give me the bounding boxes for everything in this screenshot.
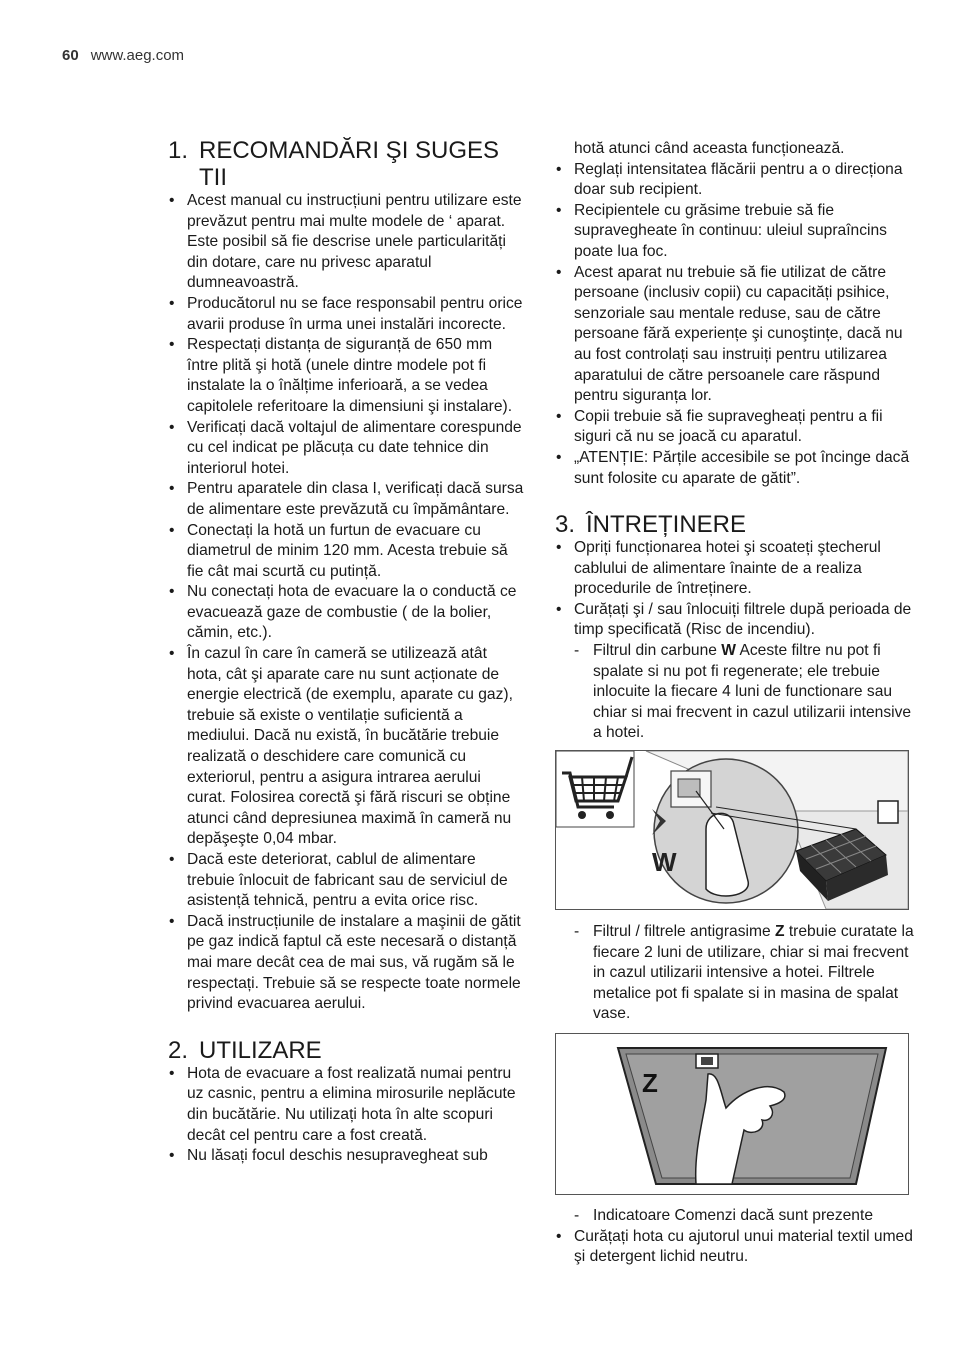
list-item: • Curățați hota cu ajutorul unui material textil umed şi detergent lichid neutru. — [555, 1227, 915, 1268]
sub-list-item: - Filtrul / filtrele antigrasime Z trebuie curatate la fiecare 2 luni de utilizare, chiar si mai frecvent in cazul utilizarii intensive a hotei. Filtrele metalice pot fi spalate si in masina de spalat vase. — [555, 922, 915, 1025]
figure-label-z: Z — [642, 1068, 658, 1098]
list-item: • Respectați distanța de siguranță de 650 mm între plită şi hotă (unele dintre modele pot fi instalate la o înălțime inferioară, a se vedea capitolele referitoare la dimensiuni şi instalare). — [168, 335, 524, 417]
right-column — [555, 139, 915, 1268]
section-2-list-continued — [555, 160, 915, 490]
list-item: • Conectați la hotă un furtun de evacuare cu diametrul de minim 120 mm. Acesta trebuie să fie cât mai scurtă cu putință. — [168, 521, 524, 583]
grease-filter-note — [555, 922, 915, 1025]
section-2-heading: 2. UTILIZARE — [168, 1036, 322, 1064]
section-2-list — [168, 1064, 524, 1167]
list-item: • Acest manual cu instrucțiuni pentru utilizare este prevăzut pentru mai multe modele de ‘ aparat. Este posibil să fie descrise unele particularități din dotare, care nu privesc aparatul dumneavoastră. — [168, 191, 524, 294]
site-url: www.aeg.com — [90, 47, 185, 64]
list-item: • Nu lăsați focul deschis nesupravegheat sub — [168, 1146, 524, 1167]
list-item: • În cazul în care în cameră se utilizează atât hota, cât şi aparate care nu sunt acționate de energie electrică (de exemplu, aparate cu gaz), trebuie să existe o ventilație suficientă a mediului. Dacă nu există, în bucătărie trebuie realizată o deschidere care comunică cu exteriorul, pentru a asigura intrarea aerului curat. Folosirea corectă şi fără riscuri se obține atunci când depresiunea maximă în cameră nu depăşeşte 0,04 mbar. — [168, 644, 524, 850]
controls-note — [555, 1206, 915, 1227]
list-item: • Nu conectați hota de evacuare la o conductă ce evacuează gaze de combustie ( de la bolier, cămin, etc.). — [168, 582, 524, 644]
page-header — [62, 47, 184, 64]
list-item: • Hota de evacuare a fost realizată numai pentru uz casnic, pentru a elimina mirosurile neplăcute din bucătărie. Nu utilizați hota în alte scopuri decât cel pentru care a fost creată. — [168, 1064, 524, 1146]
sub-list-item: - Indicatoare Comenzi dacă sunt prezente — [555, 1206, 915, 1227]
page-number: 60 — [62, 47, 79, 64]
grease-filter-figure — [555, 1033, 909, 1195]
list-item: • Reglați intensitatea flăcării pentru a o direcționa doar sub recipient. — [555, 160, 915, 201]
sub-list-item: - Filtrul din carbune W Aceste filtre nu pot fi spalate si nu pot fi regenerate; ele trebuie inlocuite la fiecare 4 luni de functionare sau chiar si mai frecvent in cazul utilizarii intensive a hotei. — [555, 641, 915, 744]
section-3-list — [555, 538, 915, 641]
list-item: • Dacă instrucțiunile de instalare a maşinii de gătit pe gaz indică faptul că este necesară o distanță mai mare decât cea de mai sus, vă rugăm să le respectați. Trebuie să se respecte toate normele privind evacuarea aerului. — [168, 912, 524, 1015]
list-item: • Verificați dacă voltajul de alimentare corespunde cu cel indicat pe plăcuța cu date tehnice din interiorul hotei. — [168, 418, 524, 480]
list-item: • „ATENȚIE: Părțile accesibile se pot încinge dacă sunt folosite cu aparate de gătit”. — [555, 448, 915, 489]
shopping-cart-icon — [556, 751, 634, 827]
list-item: • Copii trebuie să fie supravegheați pentru a fii siguri că nu se joacă cu aparatul. — [555, 407, 915, 448]
list-item: • Opriți funcționarea hotei şi scoateți ştecherul cablului de alimentare înainte de a realiza procedurile de întreținere. — [555, 538, 915, 600]
figure-label-w: W — [652, 847, 677, 878]
list-item: • Pentru aparatele din clasa I, verificați dacă sursa de alimentare este prevăzută cu împământare. — [168, 479, 524, 520]
list-item: • Acest aparat nu trebuie să fie utilizat de către persoane (inclusiv copii) cu capacități psihice, senzoriale sau mentale reduse, sau de către persoane fără experiențe şi cunoştințe, dacă nu au fost controlați sau instruiți pentru utilizarea aparatului de către persoanele care răspund pentru siguranța lor. — [555, 263, 915, 407]
section-3-list-end — [555, 1227, 915, 1268]
left-column — [168, 137, 524, 1167]
list-item-continuation: hotă atunci când aceasta funcționează. — [574, 140, 845, 157]
section-1-list — [168, 191, 524, 1015]
list-item: • Producătorul nu se face responsabil pentru orice avarii produse în urma unei instalări incorecte. — [168, 294, 524, 335]
section-3-heading: 3. ÎNTREȚINERE — [555, 511, 747, 539]
list-item: • Recipientele cu grăsime trebuie să fie supravegheate în continuu: uleiul supraîncins poate lua foc. — [555, 201, 915, 263]
carbon-filter-note — [555, 641, 915, 744]
section-1-heading: 1. RECOMANDĂRI ŞI SUGES TII — [168, 137, 500, 191]
list-item: • Curățați şi / sau înlocuiți filtrele după perioada de timp specificată (Risc de incendiu). — [555, 600, 915, 641]
list-item: • Dacă este deteriorat, cablul de alimentare trebuie înlocuit de fabricant sau de serviciul de asistență tehnică, pentru a evita orice risc. — [168, 850, 524, 912]
carbon-filter-figure — [555, 750, 909, 910]
